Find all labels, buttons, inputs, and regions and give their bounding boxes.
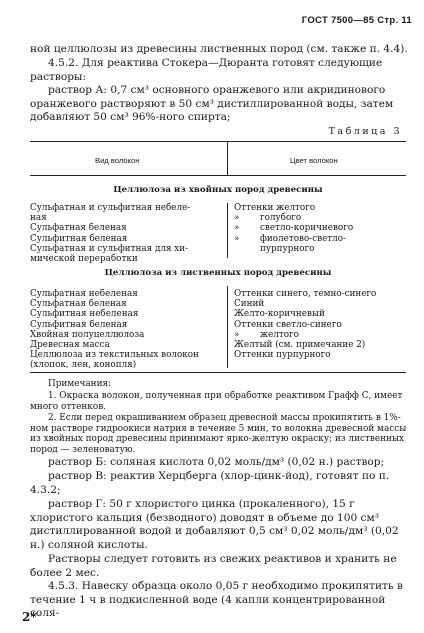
col2-header: Цвет волокон: [290, 156, 338, 165]
table-cell: Оттенки желтого: [234, 203, 316, 213]
table-cell: Сульфатная небеленая: [30, 289, 138, 299]
page-signature: 2*: [22, 610, 37, 624]
section2-divider: [227, 286, 228, 368]
section1-divider: [227, 203, 228, 258]
note-1: 1. Окраска волокон, полученная при обработке реактивом Графф С, имеет много оттенков.: [30, 391, 403, 412]
table-cell: (хлопок, лен, конопля): [30, 360, 137, 371]
body-line-2: раствор В: реактив Херцберга (хлор-цинк-йод), готовят по п. 4.3.2;: [30, 470, 390, 496]
table-cell: Желто-коричневый: [234, 309, 325, 320]
note-2: 2. Если перед окрашиванием образец древесной массы прокипятить в 1%-ном растворе гидроокиси натрия в течение 5 мин, то волокна древесной массы из хвойных пород древесины принимают ярко-желтую окраску; из лиственных пород — зеленоватую.: [30, 413, 407, 455]
table-cell: Оттенки синего, темно-синего: [234, 289, 377, 299]
table-cell: Оттенки светло-синего: [234, 319, 342, 330]
table-cell: Оттенки пурпурного: [234, 350, 331, 361]
ditto-mark: »: [234, 233, 240, 244]
ditto-mark: »: [234, 213, 240, 224]
body-line-5: 4.5.3. Навеску образца около 0,05 г необходимо прокипятить в течение 1 ч в подкисленной воде (4 капли концентрированной соля-: [30, 580, 404, 620]
table-cell: ная: [30, 213, 47, 224]
section2-left: [30, 289, 225, 371]
table-top-rule: [30, 141, 406, 142]
table-cell: Сульфатная беленая: [30, 223, 127, 234]
table-cell: Сульфатная и сульфитная для хи-: [30, 243, 189, 254]
body-line-1: раствор Б: соляная кислота 0,02 моль/дм³ (0,02 н.) раствор;: [48, 456, 385, 468]
table-cell: Сульфитная беленая: [30, 233, 128, 244]
header-bottom-rule: [30, 175, 406, 176]
table-cell: Целлюлоза из текстильных волокон: [30, 350, 199, 361]
table-cell: » фиолетово-светло-: [234, 233, 347, 244]
table-cell: » желтого: [234, 329, 299, 340]
header-divider: [227, 141, 228, 175]
table-bottom-rule: [30, 372, 406, 373]
table-cell: пурпурного: [260, 243, 315, 254]
col1-header: Вид волокон: [95, 156, 140, 165]
body-line-4: Растворы следует готовить из свежих реактивов и хранить не более 2 мес.: [30, 553, 397, 579]
table-cell: Желтый (см. примечание 2): [234, 340, 366, 351]
section1-left: [30, 203, 225, 264]
table-cell: Сульфатная беленая: [30, 299, 127, 310]
table-cell: Хвойная полуцеллюлоза: [30, 329, 145, 340]
table-cell: мической переработки: [30, 254, 138, 265]
table-cell: Сульфитная небеленая: [30, 309, 139, 320]
intro-line-1: ной целлюлозы из древесины лиственных пород (см. также п. 4.4).: [30, 43, 408, 55]
table-cell: Сульфитная беленая: [30, 319, 128, 330]
table-cell: Сульфатная и сульфитная небеле-: [30, 203, 191, 213]
table-cell: » голубого: [234, 213, 302, 224]
table-cell: Синий: [234, 299, 265, 310]
section2-title: Целлюлоза из лиственных пород древесины: [104, 268, 332, 278]
table-label: Таблица 3: [328, 126, 402, 137]
section2-right: [234, 289, 406, 360]
section1-right: [234, 203, 406, 254]
table-cell: Древесная масса: [30, 340, 110, 351]
page-header: ГОСТ 7500—85 Стр. 11: [301, 15, 412, 26]
intro-line-2: 4.5.2. Для реактива Стокера—Дюранта готовят следующие растворы:: [30, 57, 383, 83]
notes-title: Примечания:: [48, 379, 112, 389]
intro-line-3: раствор А: 0,7 см³ основного оранжевого или акридинового оранжевого растворяют в 50 см³ дистиллированной воды, затем добавляют 50 см³ 96%-ного спирта;: [30, 84, 394, 124]
ditto-mark: »: [234, 223, 240, 234]
ditto-mark: »: [234, 329, 240, 340]
body-line-3: раствор Г: 50 г хлористого цинка (прокаленного), 15 г хлористого кальция (безводного) доводят в объеме до 100 см³ дистиллированной водой и добавляют 0,5 см³ 0,02 моль/дм³ (0,02 н.) соляной кислоты.: [30, 498, 399, 551]
section1-title: Целлюлоза из хвойных пород древесины: [113, 185, 323, 195]
table-cell: » светло-коричневого: [234, 223, 354, 234]
